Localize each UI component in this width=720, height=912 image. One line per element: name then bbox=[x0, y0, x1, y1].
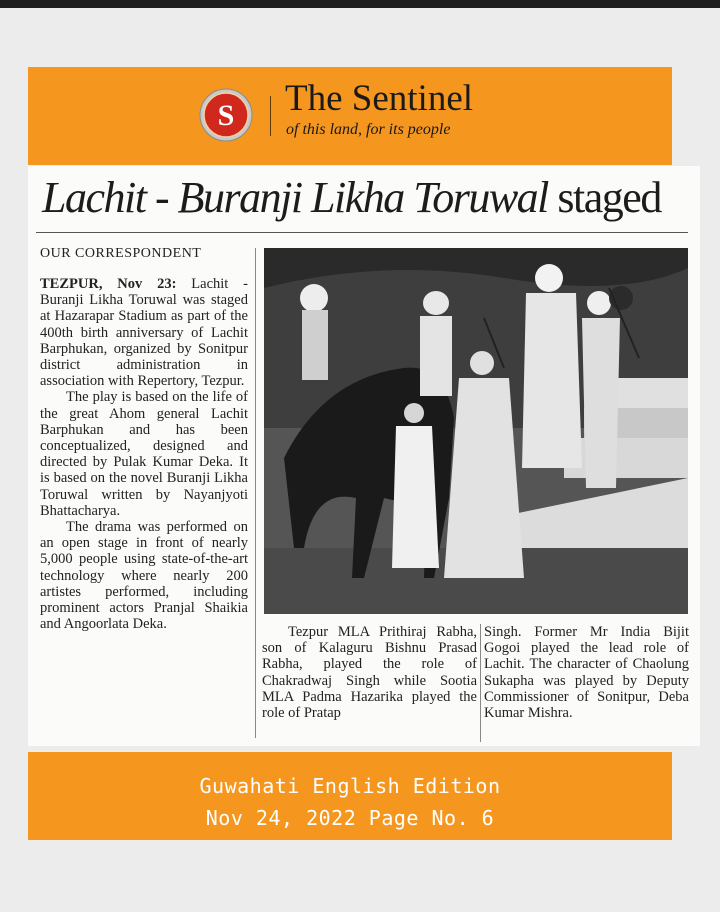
svg-text:S: S bbox=[217, 99, 235, 132]
brand-tagline: of this land, for its people bbox=[286, 121, 451, 138]
article-paragraph-4: Tezpur MLA Prithiraj Rabha, son of Kalaguru Bishnu Prasad Rabha, played the role of Chakradwaj Singh while Sootia MLA Padma Hazarika played the role of Pratap bbox=[262, 624, 477, 722]
column-divider bbox=[480, 624, 481, 742]
edition-label: Guwahati English Edition bbox=[199, 774, 501, 798]
headline-plain-part: staged bbox=[557, 173, 661, 222]
article-paragraph-1: TEZPUR, Nov 23: Lachit - Buranji Likha Toruwal was staged at Hazarapar Stadium as part of the 400th birth anniversary of Lachit Barphukan, organized by Sonitpur district administration in association with Repertory, Tezpur. bbox=[40, 276, 248, 390]
top-bar bbox=[0, 0, 720, 8]
brand-name: The Sentinel bbox=[285, 78, 474, 119]
headline-italic-part: Lachit - Buranji Likha Toruwal bbox=[42, 173, 548, 222]
dateline: TEZPUR, Nov 23: bbox=[40, 276, 177, 292]
masthead-divider bbox=[270, 96, 271, 136]
article-column-2 bbox=[262, 624, 477, 721]
article-paragraph-5: Singh. Former Mr India Bijit Gogoi played the lead role of Lachit. The character of Chaolung Sukapha was played by Deputy Commissioner of Sonitpur, Deba Kumar Mishra. bbox=[484, 624, 689, 722]
article-paragraph-3: The drama was performed on an open stage in front of nearly 5,000 people using state-of-the-art technology where nearly 200 artistes performed, including prominent actors Pranjal Shaikia and Angoorlata Deka. bbox=[40, 519, 248, 633]
column-divider bbox=[255, 248, 256, 738]
article-column-1 bbox=[40, 276, 248, 632]
article-headline bbox=[42, 173, 692, 222]
stage-photo bbox=[264, 248, 688, 614]
byline: OUR CORRESPONDENT bbox=[40, 246, 202, 261]
article-column-3 bbox=[484, 624, 689, 721]
article-paragraph-2: The play is based on the life of the great Ahom general Lachit Barphukan and has been conceptualized, designed and directed by Pulak Kumar Deka. It is based on the novel Buranji Likha Toruwal written by Nayanjyoti Bhattacharya. bbox=[40, 389, 248, 519]
sentinel-logo-icon bbox=[199, 88, 253, 142]
headline-rule bbox=[36, 232, 688, 233]
edition-date: Nov 24, 2022 Page No. 6 bbox=[205, 806, 495, 830]
